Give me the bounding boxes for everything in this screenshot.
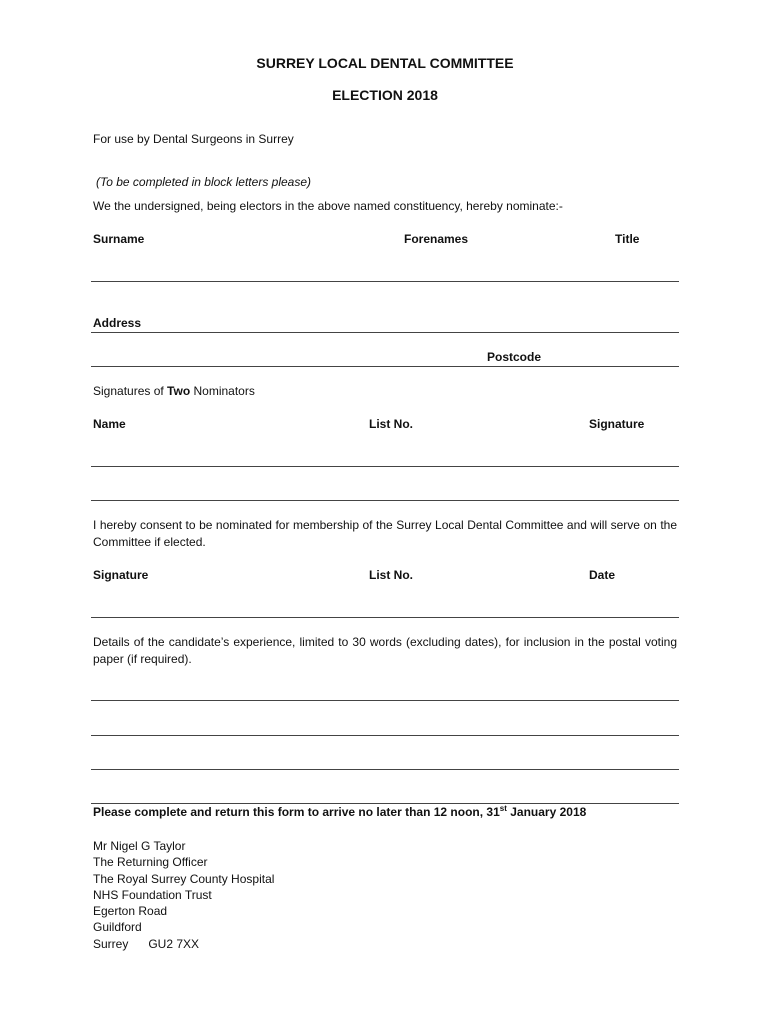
surname-label: Surname <box>93 232 145 246</box>
address-line-1[interactable] <box>91 332 679 333</box>
postcode-label: Postcode <box>487 350 542 364</box>
nominators-heading-suffix: Nominators <box>190 384 255 398</box>
address-line: The Royal Surrey County Hospital <box>93 871 275 886</box>
nominators-heading-count: Two <box>167 384 191 398</box>
consent-statement: I hereby consent to be nominated for membership of the Surrey Local Dental Committee and will serve on the Committee if elected. <box>93 518 677 549</box>
use-note: For use by Dental Surgeons in Surrey <box>93 132 294 146</box>
title-label: Title <box>615 232 640 246</box>
form-title: SURREY LOCAL DENTAL COMMITTEE <box>256 55 514 71</box>
consent-list-no-label: List No. <box>369 568 413 582</box>
return-deadline-ordinal: st <box>499 804 507 813</box>
address-line: Egerton Road <box>93 904 168 919</box>
nominator-list-no-label: List No. <box>369 417 413 431</box>
address-line: The Returning Officer <box>93 855 208 870</box>
consent-date-label: Date <box>589 568 616 582</box>
forenames-label: Forenames <box>404 232 469 246</box>
experience-statement: Details of the candidate’s experience, limited to 30 words (excluding dates), for inclusion in the postal voting paper (if required). <box>93 635 677 666</box>
address-line: Surrey GU2 7XX <box>93 936 200 951</box>
return-deadline-suffix: January 2018 <box>506 805 587 819</box>
block-letters-note: (To be completed in block letters please) <box>96 175 312 189</box>
nominator-signature-label: Signature <box>589 417 645 431</box>
nominators-heading-prefix: Signatures of <box>93 384 168 398</box>
consent-signature-label: Signature <box>93 568 149 582</box>
experience-line-3[interactable] <box>91 769 679 770</box>
returning-officer-address <box>93 838 274 952</box>
consent-signature-line[interactable] <box>91 617 679 618</box>
address-line: Mr Nigel G Taylor <box>93 839 186 853</box>
nominator-1-line[interactable] <box>91 466 679 467</box>
candidate-name-line[interactable] <box>91 281 679 282</box>
nominators-heading <box>93 384 255 398</box>
return-deadline <box>93 805 586 819</box>
address-line: NHS Foundation Trust <box>93 887 212 902</box>
election-year-heading: ELECTION 2018 <box>332 87 438 103</box>
nominator-2-line[interactable] <box>91 500 679 501</box>
experience-line-4[interactable] <box>91 803 679 804</box>
address-line: Guildford <box>93 920 142 935</box>
address-label: Address <box>93 316 142 330</box>
address-line-2[interactable] <box>91 366 679 367</box>
return-deadline-prefix: Please complete and return this form to arrive no later than 12 noon, 31 <box>93 805 500 819</box>
nominate-statement: We the undersigned, being electors in the above named constituency, hereby nominate:- <box>93 199 563 213</box>
experience-line-2[interactable] <box>91 735 679 736</box>
nominator-name-label: Name <box>93 417 126 431</box>
experience-line-1[interactable] <box>91 700 679 701</box>
